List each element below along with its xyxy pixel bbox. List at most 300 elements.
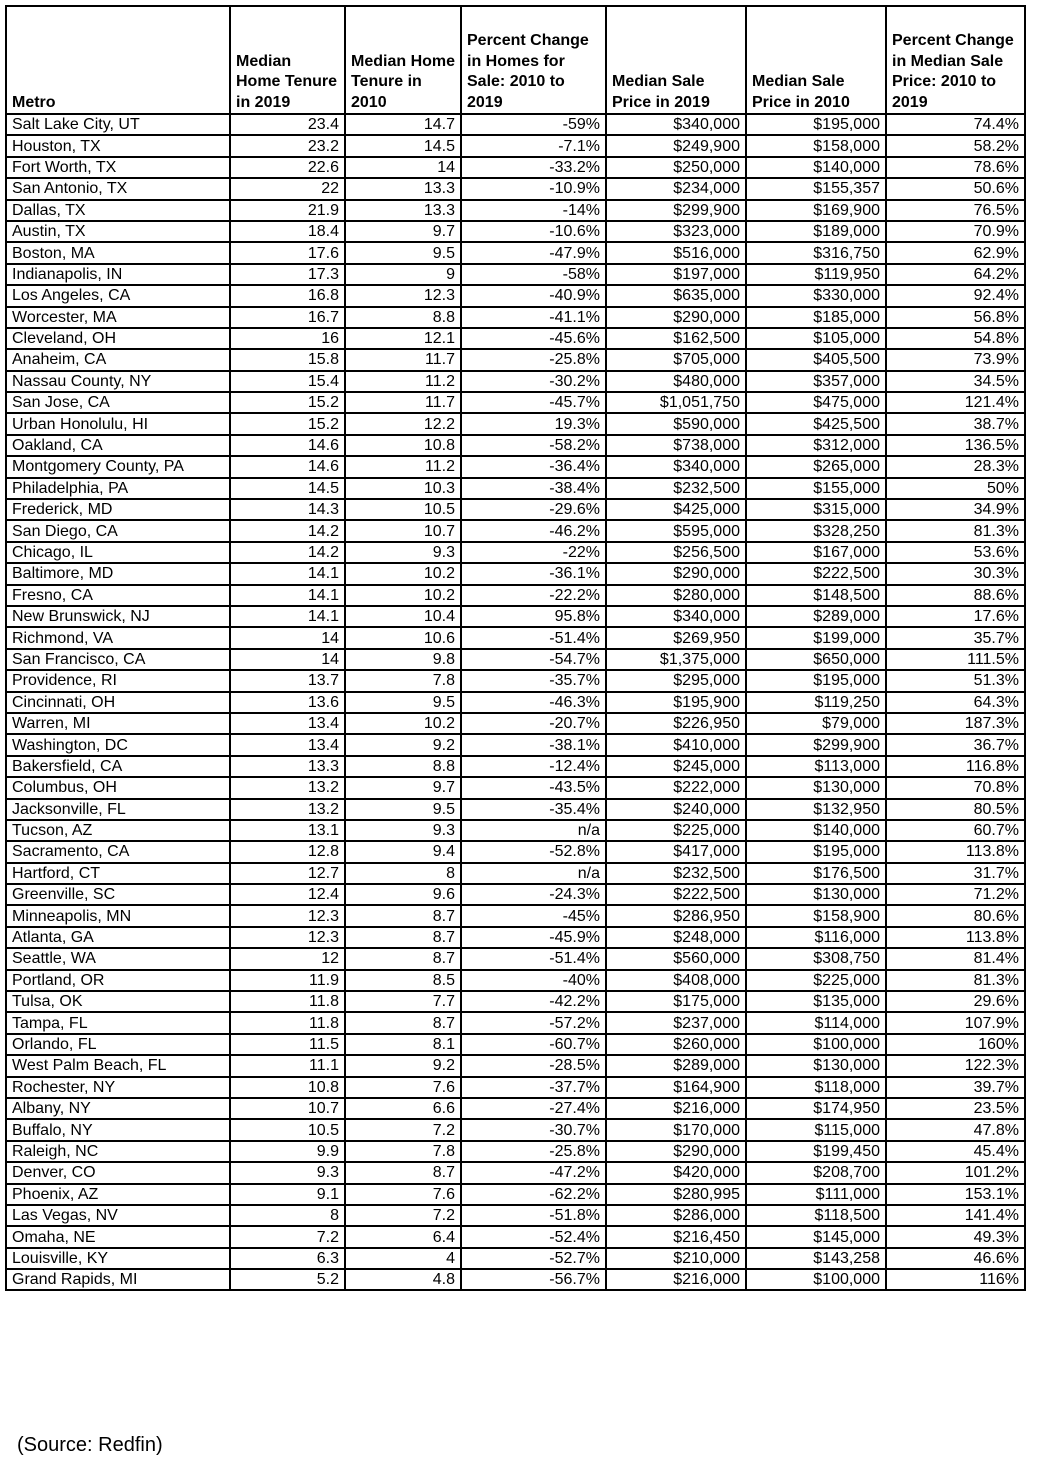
cell-sale-price-2019: $1,051,750 <box>606 392 746 413</box>
cell-homes-for-sale-change: -30.7% <box>461 1119 606 1140</box>
cell-homes-for-sale-change: -56.7% <box>461 1269 606 1290</box>
table-row <box>6 1269 1025 1290</box>
cell-metro: Jacksonville, FL <box>6 799 230 820</box>
cell-tenure-2019: 14.6 <box>230 456 345 477</box>
cell-sale-price-change: 116.8% <box>886 756 1025 777</box>
table-row <box>6 264 1025 285</box>
cell-metro: Las Vegas, NV <box>6 1205 230 1226</box>
cell-sale-price-change: 92.4% <box>886 285 1025 306</box>
cell-sale-price-change: 50% <box>886 478 1025 499</box>
cell-tenure-2019: 9.1 <box>230 1184 345 1205</box>
cell-sale-price-2010: $140,000 <box>746 820 886 841</box>
cell-tenure-2019: 12.3 <box>230 905 345 926</box>
cell-tenure-2019: 11.8 <box>230 1012 345 1033</box>
cell-metro: Sacramento, CA <box>6 841 230 862</box>
cell-homes-for-sale-change: -40% <box>461 970 606 991</box>
cell-homes-for-sale-change: -35.4% <box>461 799 606 820</box>
cell-homes-for-sale-change: -46.2% <box>461 520 606 541</box>
cell-sale-price-2010: $330,000 <box>746 285 886 306</box>
cell-tenure-2010: 10.4 <box>345 606 461 627</box>
cell-tenure-2010: 10.7 <box>345 520 461 541</box>
cell-sale-price-2019: $286,000 <box>606 1205 746 1226</box>
cell-homes-for-sale-change: -20.7% <box>461 713 606 734</box>
cell-tenure-2010: 11.7 <box>345 349 461 370</box>
cell-metro: Los Angeles, CA <box>6 285 230 306</box>
cell-sale-price-change: 88.6% <box>886 585 1025 606</box>
cell-tenure-2019: 11.8 <box>230 991 345 1012</box>
cell-sale-price-2010: $115,000 <box>746 1119 886 1140</box>
table-row <box>6 927 1025 948</box>
cell-sale-price-change: 116% <box>886 1269 1025 1290</box>
cell-homes-for-sale-change: -57.2% <box>461 1012 606 1033</box>
table-row <box>6 1012 1025 1033</box>
cell-metro: Fort Worth, TX <box>6 157 230 178</box>
cell-tenure-2019: 15.2 <box>230 413 345 434</box>
cell-sale-price-2010: $100,000 <box>746 1269 886 1290</box>
cell-homes-for-sale-change: -22% <box>461 542 606 563</box>
cell-sale-price-2019: $480,000 <box>606 371 746 392</box>
cell-homes-for-sale-change: n/a <box>461 863 606 884</box>
cell-tenure-2010: 10.8 <box>345 435 461 456</box>
cell-homes-for-sale-change: 95.8% <box>461 606 606 627</box>
cell-sale-price-2010: $132,950 <box>746 799 886 820</box>
cell-sale-price-2019: $232,500 <box>606 863 746 884</box>
cell-metro: Louisville, KY <box>6 1248 230 1269</box>
cell-sale-price-change: 17.6% <box>886 606 1025 627</box>
cell-tenure-2010: 8 <box>345 863 461 884</box>
cell-tenure-2019: 22 <box>230 178 345 199</box>
cell-sale-price-change: 49.3% <box>886 1226 1025 1247</box>
cell-sale-price-change: 70.8% <box>886 777 1025 798</box>
cell-homes-for-sale-change: -29.6% <box>461 499 606 520</box>
header-tenure-2019: Median Home Tenure in 2019 <box>230 6 345 114</box>
table-row <box>6 970 1025 991</box>
cell-sale-price-2019: $269,950 <box>606 627 746 648</box>
cell-sale-price-2019: $248,000 <box>606 927 746 948</box>
cell-metro: Richmond, VA <box>6 627 230 648</box>
cell-homes-for-sale-change: -59% <box>461 114 606 135</box>
cell-sale-price-2019: $240,000 <box>606 799 746 820</box>
cell-sale-price-2010: $130,000 <box>746 884 886 905</box>
cell-sale-price-2019: $170,000 <box>606 1119 746 1140</box>
cell-metro: Tucson, AZ <box>6 820 230 841</box>
cell-sale-price-2019: $295,000 <box>606 670 746 691</box>
cell-sale-price-2019: $232,500 <box>606 478 746 499</box>
cell-sale-price-change: 141.4% <box>886 1205 1025 1226</box>
cell-sale-price-2019: $1,375,000 <box>606 649 746 670</box>
cell-tenure-2010: 8.7 <box>345 927 461 948</box>
cell-homes-for-sale-change: -52.4% <box>461 1226 606 1247</box>
cell-homes-for-sale-change: -47.9% <box>461 242 606 263</box>
cell-sale-price-2010: $425,500 <box>746 413 886 434</box>
table-row <box>6 242 1025 263</box>
cell-sale-price-2010: $155,357 <box>746 178 886 199</box>
cell-metro: San Jose, CA <box>6 392 230 413</box>
cell-sale-price-2010: $199,000 <box>746 627 886 648</box>
table-row <box>6 114 1025 135</box>
cell-tenure-2010: 8.8 <box>345 307 461 328</box>
header-sale-price-2019: Median Sale Price in 2019 <box>606 6 746 114</box>
cell-sale-price-2010: $475,000 <box>746 392 886 413</box>
cell-sale-price-2019: $635,000 <box>606 285 746 306</box>
cell-sale-price-2010: $308,750 <box>746 948 886 969</box>
cell-sale-price-2010: $315,000 <box>746 499 886 520</box>
cell-sale-price-2019: $323,000 <box>606 221 746 242</box>
table-row <box>6 456 1025 477</box>
cell-homes-for-sale-change: -37.7% <box>461 1077 606 1098</box>
cell-metro: Tulsa, OK <box>6 991 230 1012</box>
cell-metro: Hartford, CT <box>6 863 230 884</box>
cell-sale-price-2010: $316,750 <box>746 242 886 263</box>
cell-sale-price-2019: $195,900 <box>606 692 746 713</box>
cell-tenure-2019: 13.1 <box>230 820 345 841</box>
cell-sale-price-change: 80.6% <box>886 905 1025 926</box>
table-row <box>6 413 1025 434</box>
cell-sale-price-change: 136.5% <box>886 435 1025 456</box>
cell-sale-price-change: 122.3% <box>886 1055 1025 1076</box>
cell-metro: Salt Lake City, UT <box>6 114 230 135</box>
cell-sale-price-2019: $590,000 <box>606 413 746 434</box>
cell-sale-price-2010: $114,000 <box>746 1012 886 1033</box>
cell-tenure-2010: 14 <box>345 157 461 178</box>
cell-sale-price-2019: $245,000 <box>606 756 746 777</box>
cell-tenure-2010: 8.7 <box>345 905 461 926</box>
cell-tenure-2019: 18.4 <box>230 221 345 242</box>
cell-sale-price-2010: $105,000 <box>746 328 886 349</box>
cell-sale-price-change: 58.2% <box>886 135 1025 156</box>
cell-homes-for-sale-change: -51.4% <box>461 627 606 648</box>
cell-sale-price-2019: $225,000 <box>606 820 746 841</box>
header-tenure-2010: Median Home Tenure in 2010 <box>345 6 461 114</box>
cell-tenure-2019: 13.4 <box>230 734 345 755</box>
cell-sale-price-2010: $145,000 <box>746 1226 886 1247</box>
cell-sale-price-change: 36.7% <box>886 734 1025 755</box>
cell-tenure-2019: 10.7 <box>230 1098 345 1119</box>
cell-sale-price-2019: $234,000 <box>606 178 746 199</box>
table-row <box>6 1205 1025 1226</box>
cell-tenure-2019: 15.8 <box>230 349 345 370</box>
cell-sale-price-change: 62.9% <box>886 242 1025 263</box>
cell-sale-price-change: 76.5% <box>886 200 1025 221</box>
cell-homes-for-sale-change: -28.5% <box>461 1055 606 1076</box>
cell-tenure-2010: 13.3 <box>345 178 461 199</box>
table-row <box>6 820 1025 841</box>
cell-tenure-2010: 9 <box>345 264 461 285</box>
cell-sale-price-change: 51.3% <box>886 670 1025 691</box>
table-row <box>6 307 1025 328</box>
cell-homes-for-sale-change: -27.4% <box>461 1098 606 1119</box>
cell-sale-price-2010: $299,900 <box>746 734 886 755</box>
cell-homes-for-sale-change: -45.6% <box>461 328 606 349</box>
cell-tenure-2010: 4 <box>345 1248 461 1269</box>
cell-sale-price-2010: $148,500 <box>746 585 886 606</box>
table-row <box>6 435 1025 456</box>
cell-tenure-2010: 7.6 <box>345 1184 461 1205</box>
cell-sale-price-2019: $340,000 <box>606 114 746 135</box>
cell-sale-price-change: 30.3% <box>886 563 1025 584</box>
table-row <box>6 328 1025 349</box>
cell-metro: Boston, MA <box>6 242 230 263</box>
cell-sale-price-2010: $199,450 <box>746 1141 886 1162</box>
cell-tenure-2019: 12.8 <box>230 841 345 862</box>
table-row <box>6 478 1025 499</box>
cell-metro: Dallas, TX <box>6 200 230 221</box>
cell-metro: Austin, TX <box>6 221 230 242</box>
cell-sale-price-change: 70.9% <box>886 221 1025 242</box>
cell-sale-price-change: 38.7% <box>886 413 1025 434</box>
table-row <box>6 884 1025 905</box>
cell-sale-price-change: 113.8% <box>886 927 1025 948</box>
header-row <box>6 6 1025 114</box>
cell-metro: Cincinnati, OH <box>6 692 230 713</box>
cell-sale-price-2019: $340,000 <box>606 606 746 627</box>
cell-tenure-2019: 12.4 <box>230 884 345 905</box>
cell-sale-price-2019: $222,000 <box>606 777 746 798</box>
cell-homes-for-sale-change: -42.2% <box>461 991 606 1012</box>
cell-tenure-2019: 17.3 <box>230 264 345 285</box>
cell-tenure-2019: 10.8 <box>230 1077 345 1098</box>
cell-sale-price-2019: $162,500 <box>606 328 746 349</box>
cell-metro: Atlanta, GA <box>6 927 230 948</box>
header-homes-for-sale-change: Percent Change in Homes for Sale: 2010 to 2019 <box>461 6 606 114</box>
cell-tenure-2010: 4.8 <box>345 1269 461 1290</box>
cell-tenure-2010: 9.4 <box>345 841 461 862</box>
cell-sale-price-2019: $738,000 <box>606 435 746 456</box>
cell-sale-price-2019: $197,000 <box>606 264 746 285</box>
cell-sale-price-2010: $118,500 <box>746 1205 886 1226</box>
cell-tenure-2010: 10.5 <box>345 499 461 520</box>
cell-sale-price-2010: $113,000 <box>746 756 886 777</box>
table-row <box>6 221 1025 242</box>
cell-tenure-2019: 9.3 <box>230 1162 345 1183</box>
cell-sale-price-2019: $280,995 <box>606 1184 746 1205</box>
cell-sale-price-2010: $328,250 <box>746 520 886 541</box>
cell-tenure-2019: 13.2 <box>230 799 345 820</box>
cell-homes-for-sale-change: -40.9% <box>461 285 606 306</box>
cell-tenure-2010: 9.7 <box>345 777 461 798</box>
cell-tenure-2010: 11.2 <box>345 371 461 392</box>
cell-sale-price-2010: $405,500 <box>746 349 886 370</box>
cell-sale-price-2010: $116,000 <box>746 927 886 948</box>
cell-tenure-2010: 8.1 <box>345 1034 461 1055</box>
cell-sale-price-change: 73.9% <box>886 349 1025 370</box>
cell-tenure-2010: 7.8 <box>345 670 461 691</box>
cell-tenure-2019: 14.6 <box>230 435 345 456</box>
table-row <box>6 1034 1025 1055</box>
table-row <box>6 948 1025 969</box>
cell-tenure-2010: 7.8 <box>345 1141 461 1162</box>
cell-sale-price-2010: $189,000 <box>746 221 886 242</box>
table-row <box>6 841 1025 862</box>
cell-sale-price-change: 121.4% <box>886 392 1025 413</box>
cell-sale-price-change: 53.6% <box>886 542 1025 563</box>
cell-metro: New Brunswick, NJ <box>6 606 230 627</box>
cell-homes-for-sale-change: -7.1% <box>461 135 606 156</box>
cell-sale-price-2019: $250,000 <box>606 157 746 178</box>
cell-metro: Anaheim, CA <box>6 349 230 370</box>
cell-metro: Albany, NY <box>6 1098 230 1119</box>
cell-homes-for-sale-change: -58.2% <box>461 435 606 456</box>
cell-sale-price-change: 31.7% <box>886 863 1025 884</box>
cell-tenure-2010: 9.5 <box>345 799 461 820</box>
cell-tenure-2010: 9.5 <box>345 242 461 263</box>
cell-homes-for-sale-change: -10.6% <box>461 221 606 242</box>
cell-tenure-2019: 23.2 <box>230 135 345 156</box>
header-metro: Metro <box>6 6 230 114</box>
cell-sale-price-2010: $176,500 <box>746 863 886 884</box>
cell-sale-price-2010: $79,000 <box>746 713 886 734</box>
table-row <box>6 905 1025 926</box>
cell-sale-price-change: 64.2% <box>886 264 1025 285</box>
table-row <box>6 991 1025 1012</box>
cell-tenure-2010: 9.3 <box>345 542 461 563</box>
cell-sale-price-2010: $208,700 <box>746 1162 886 1183</box>
cell-tenure-2019: 22.6 <box>230 157 345 178</box>
cell-sale-price-2010: $167,000 <box>746 542 886 563</box>
cell-sale-price-change: 46.6% <box>886 1248 1025 1269</box>
table-row <box>6 563 1025 584</box>
cell-sale-price-2010: $155,000 <box>746 478 886 499</box>
cell-metro: Providence, RI <box>6 670 230 691</box>
cell-tenure-2010: 10.2 <box>345 585 461 606</box>
table-row <box>6 649 1025 670</box>
table-row <box>6 200 1025 221</box>
cell-sale-price-change: 23.5% <box>886 1098 1025 1119</box>
table-row <box>6 734 1025 755</box>
cell-homes-for-sale-change: -62.2% <box>461 1184 606 1205</box>
cell-metro: Seattle, WA <box>6 948 230 969</box>
cell-tenure-2019: 23.4 <box>230 114 345 135</box>
cell-tenure-2019: 13.3 <box>230 756 345 777</box>
table-row <box>6 585 1025 606</box>
cell-tenure-2019: 16.8 <box>230 285 345 306</box>
metro-data-table <box>5 5 1026 1291</box>
cell-sale-price-2019: $216,000 <box>606 1269 746 1290</box>
cell-tenure-2010: 9.2 <box>345 734 461 755</box>
cell-tenure-2010: 8.5 <box>345 970 461 991</box>
cell-tenure-2010: 13.3 <box>345 200 461 221</box>
cell-tenure-2019: 14 <box>230 649 345 670</box>
cell-tenure-2019: 5.2 <box>230 1269 345 1290</box>
cell-sale-price-2010: $289,000 <box>746 606 886 627</box>
table-row <box>6 499 1025 520</box>
cell-sale-price-2010: $650,000 <box>746 649 886 670</box>
cell-tenure-2010: 9.7 <box>345 221 461 242</box>
table-row <box>6 1098 1025 1119</box>
cell-sale-price-2010: $140,000 <box>746 157 886 178</box>
cell-sale-price-2019: $425,000 <box>606 499 746 520</box>
cell-sale-price-2010: $225,000 <box>746 970 886 991</box>
cell-tenure-2019: 13.7 <box>230 670 345 691</box>
cell-homes-for-sale-change: -38.4% <box>461 478 606 499</box>
cell-tenure-2010: 9.3 <box>345 820 461 841</box>
cell-sale-price-2010: $169,900 <box>746 200 886 221</box>
cell-metro: San Diego, CA <box>6 520 230 541</box>
cell-tenure-2019: 6.3 <box>230 1248 345 1269</box>
cell-metro: Nassau County, NY <box>6 371 230 392</box>
table-body <box>6 114 1025 1290</box>
cell-tenure-2010: 8.7 <box>345 1162 461 1183</box>
table-row <box>6 670 1025 691</box>
table-row <box>6 1055 1025 1076</box>
cell-sale-price-change: 34.9% <box>886 499 1025 520</box>
cell-tenure-2019: 14.1 <box>230 606 345 627</box>
cell-sale-price-change: 107.9% <box>886 1012 1025 1033</box>
cell-tenure-2010: 9.6 <box>345 884 461 905</box>
table-row <box>6 1162 1025 1183</box>
cell-tenure-2019: 21.9 <box>230 200 345 221</box>
table-row <box>6 756 1025 777</box>
cell-sale-price-change: 81.3% <box>886 970 1025 991</box>
table-row <box>6 1226 1025 1247</box>
cell-tenure-2010: 7.2 <box>345 1119 461 1140</box>
cell-homes-for-sale-change: -52.8% <box>461 841 606 862</box>
cell-tenure-2019: 14 <box>230 627 345 648</box>
cell-sale-price-change: 47.8% <box>886 1119 1025 1140</box>
cell-tenure-2019: 15.4 <box>230 371 345 392</box>
cell-homes-for-sale-change: -52.7% <box>461 1248 606 1269</box>
cell-tenure-2010: 11.7 <box>345 392 461 413</box>
cell-metro: Warren, MI <box>6 713 230 734</box>
cell-metro: Philadelphia, PA <box>6 478 230 499</box>
cell-sale-price-change: 45.4% <box>886 1141 1025 1162</box>
cell-sale-price-2019: $175,000 <box>606 991 746 1012</box>
cell-tenure-2010: 9.2 <box>345 1055 461 1076</box>
cell-sale-price-2010: $135,000 <box>746 991 886 1012</box>
cell-sale-price-2019: $226,950 <box>606 713 746 734</box>
cell-metro: Oakland, CA <box>6 435 230 456</box>
table-row <box>6 627 1025 648</box>
cell-sale-price-change: 54.8% <box>886 328 1025 349</box>
cell-tenure-2019: 11.1 <box>230 1055 345 1076</box>
cell-homes-for-sale-change: -51.4% <box>461 948 606 969</box>
cell-homes-for-sale-change: -25.8% <box>461 1141 606 1162</box>
cell-homes-for-sale-change: -46.3% <box>461 692 606 713</box>
cell-metro: Indianapolis, IN <box>6 264 230 285</box>
cell-tenure-2019: 12.7 <box>230 863 345 884</box>
cell-metro: Urban Honolulu, HI <box>6 413 230 434</box>
cell-tenure-2019: 14.5 <box>230 478 345 499</box>
table-row <box>6 777 1025 798</box>
cell-sale-price-change: 71.2% <box>886 884 1025 905</box>
cell-homes-for-sale-change: -45% <box>461 905 606 926</box>
table-row <box>6 178 1025 199</box>
cell-tenure-2010: 10.2 <box>345 713 461 734</box>
cell-sale-price-2019: $210,000 <box>606 1248 746 1269</box>
cell-sale-price-change: 60.7% <box>886 820 1025 841</box>
table-row <box>6 157 1025 178</box>
cell-sale-price-change: 80.5% <box>886 799 1025 820</box>
cell-tenure-2019: 7.2 <box>230 1226 345 1247</box>
cell-homes-for-sale-change: n/a <box>461 820 606 841</box>
cell-sale-price-2010: $312,000 <box>746 435 886 456</box>
cell-tenure-2010: 12.2 <box>345 413 461 434</box>
table-row <box>6 392 1025 413</box>
cell-sale-price-2019: $216,000 <box>606 1098 746 1119</box>
cell-tenure-2010: 7.7 <box>345 991 461 1012</box>
cell-homes-for-sale-change: -38.1% <box>461 734 606 755</box>
cell-tenure-2019: 14.1 <box>230 585 345 606</box>
cell-sale-price-2019: $410,000 <box>606 734 746 755</box>
table-row <box>6 349 1025 370</box>
cell-tenure-2010: 6.4 <box>345 1226 461 1247</box>
cell-metro: San Francisco, CA <box>6 649 230 670</box>
cell-sale-price-2019: $290,000 <box>606 1141 746 1162</box>
cell-sale-price-2019: $340,000 <box>606 456 746 477</box>
cell-metro: Houston, TX <box>6 135 230 156</box>
cell-homes-for-sale-change: -33.2% <box>461 157 606 178</box>
cell-metro: Washington, DC <box>6 734 230 755</box>
